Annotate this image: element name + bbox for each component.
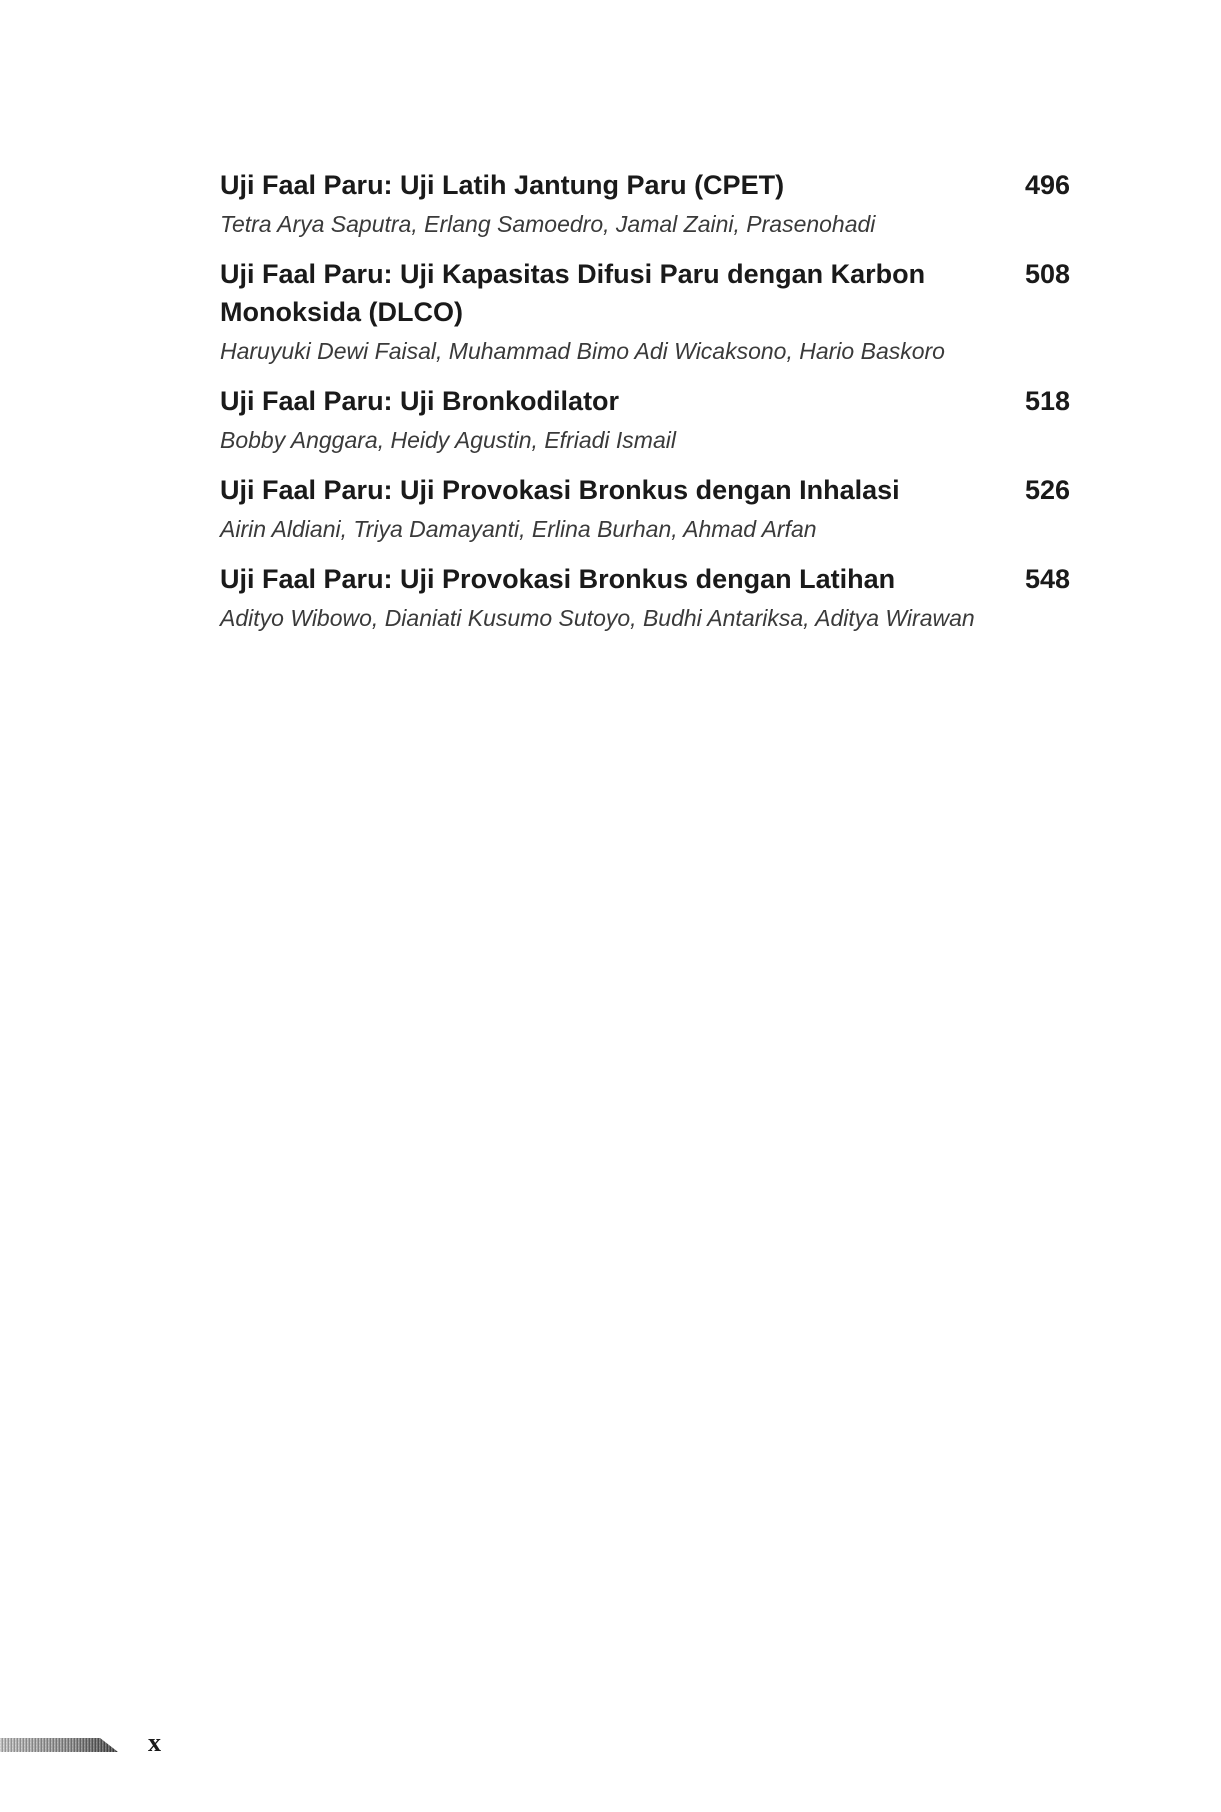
toc-entry-authors: Airin Aldiani, Triya Damayanti, Erlina Burhan, Ahmad Arfan (220, 516, 817, 542)
toc-entry-page[interactable]: 496 (1024, 170, 1070, 200)
toc-entry-title[interactable]: Uji Faal Paru: Uji Provokasi Bronkus dengan Latihan (220, 564, 896, 594)
toc-entry-authors: Bobby Anggara, Heidy Agustin, Efriadi Ismail (220, 427, 676, 453)
toc-entry-head (220, 255, 1070, 331)
toc-entry-authors: Adityo Wibowo, Dianiati Kusumo Sutoyo, Budhi Antariksa, Aditya Wirawan (220, 605, 975, 631)
toc-entry-title[interactable]: Uji Faal Paru: Uji Provokasi Bronkus dengan Inhalasi (220, 475, 900, 505)
toc-entry[interactable] (220, 560, 1070, 635)
toc-entry-page[interactable]: 548 (1024, 564, 1070, 594)
toc-entry-page[interactable]: 508 (1024, 259, 1070, 289)
table-of-contents (220, 166, 1070, 649)
toc-entry[interactable] (220, 382, 1070, 457)
toc-entry[interactable] (220, 471, 1070, 546)
toc-entry-page[interactable]: 526 (1024, 475, 1070, 505)
gradient-bar-icon (0, 1736, 120, 1754)
toc-entry-title[interactable]: Uji Faal Paru: Uji Bronkodilator (220, 386, 620, 416)
toc-entry-title[interactable]: Uji Faal Paru: Uji Kapasitas Difusi Paru dengan Karbon Monoksida (DLCO) (220, 259, 926, 327)
toc-entry[interactable] (220, 166, 1070, 241)
toc-entry-head (220, 382, 1070, 420)
toc-entry-authors: Tetra Arya Saputra, Erlang Samoedro, Jamal Zaini, Prasenohadi (220, 211, 876, 237)
toc-entry-head (220, 471, 1070, 509)
toc-entry-head (220, 560, 1070, 598)
toc-entry-page[interactable]: 518 (1024, 386, 1070, 416)
toc-entry-head (220, 166, 1070, 204)
page-number: x (148, 1728, 161, 1757)
toc-entry[interactable] (220, 255, 1070, 368)
page-footer (0, 1724, 200, 1764)
toc-entry-title[interactable]: Uji Faal Paru: Uji Latih Jantung Paru (CPET) (220, 170, 785, 200)
toc-entry-authors: Haruyuki Dewi Faisal, Muhammad Bimo Adi Wicaksono, Hario Baskoro (220, 338, 945, 364)
